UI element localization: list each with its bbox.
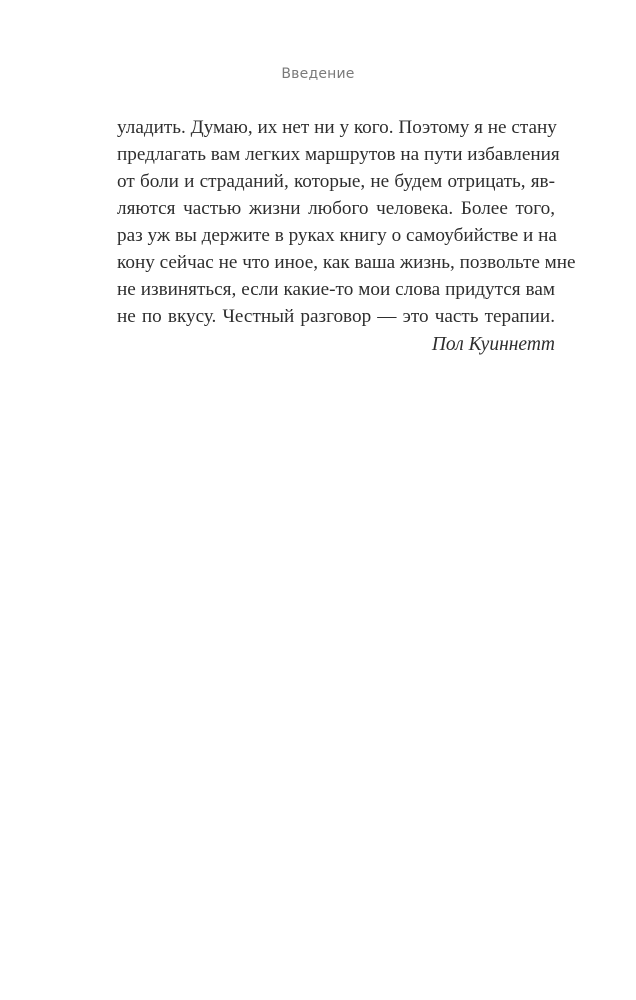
text-line: уладить. Думаю, их нет ни у кого. Поэтому я не стану — [117, 117, 557, 138]
text-line: кону сейчас не что иное, как ваша жизнь, позвольте мне — [117, 252, 576, 273]
text-line: предлагать вам легких маршрутов на пути избавления — [117, 144, 560, 165]
author-signature: Пол Куиннетт — [431, 334, 555, 355]
body-paragraph — [117, 114, 576, 330]
text-line: от боли и страданий, которые, не будем отрицать, яв- — [117, 171, 555, 192]
text-line: раз уж вы держите в руках книгу о самоубийстве и на — [117, 225, 557, 246]
text-line: не по вкусу. Честный разговор — это часть терапии. — [117, 306, 555, 327]
text-line: не извиняться, если какие-то мои слова придутся вам — [117, 279, 555, 300]
text-line: ляются частью жизни любого человека. Более того, — [117, 198, 555, 219]
running-head: Введение — [281, 66, 355, 82]
